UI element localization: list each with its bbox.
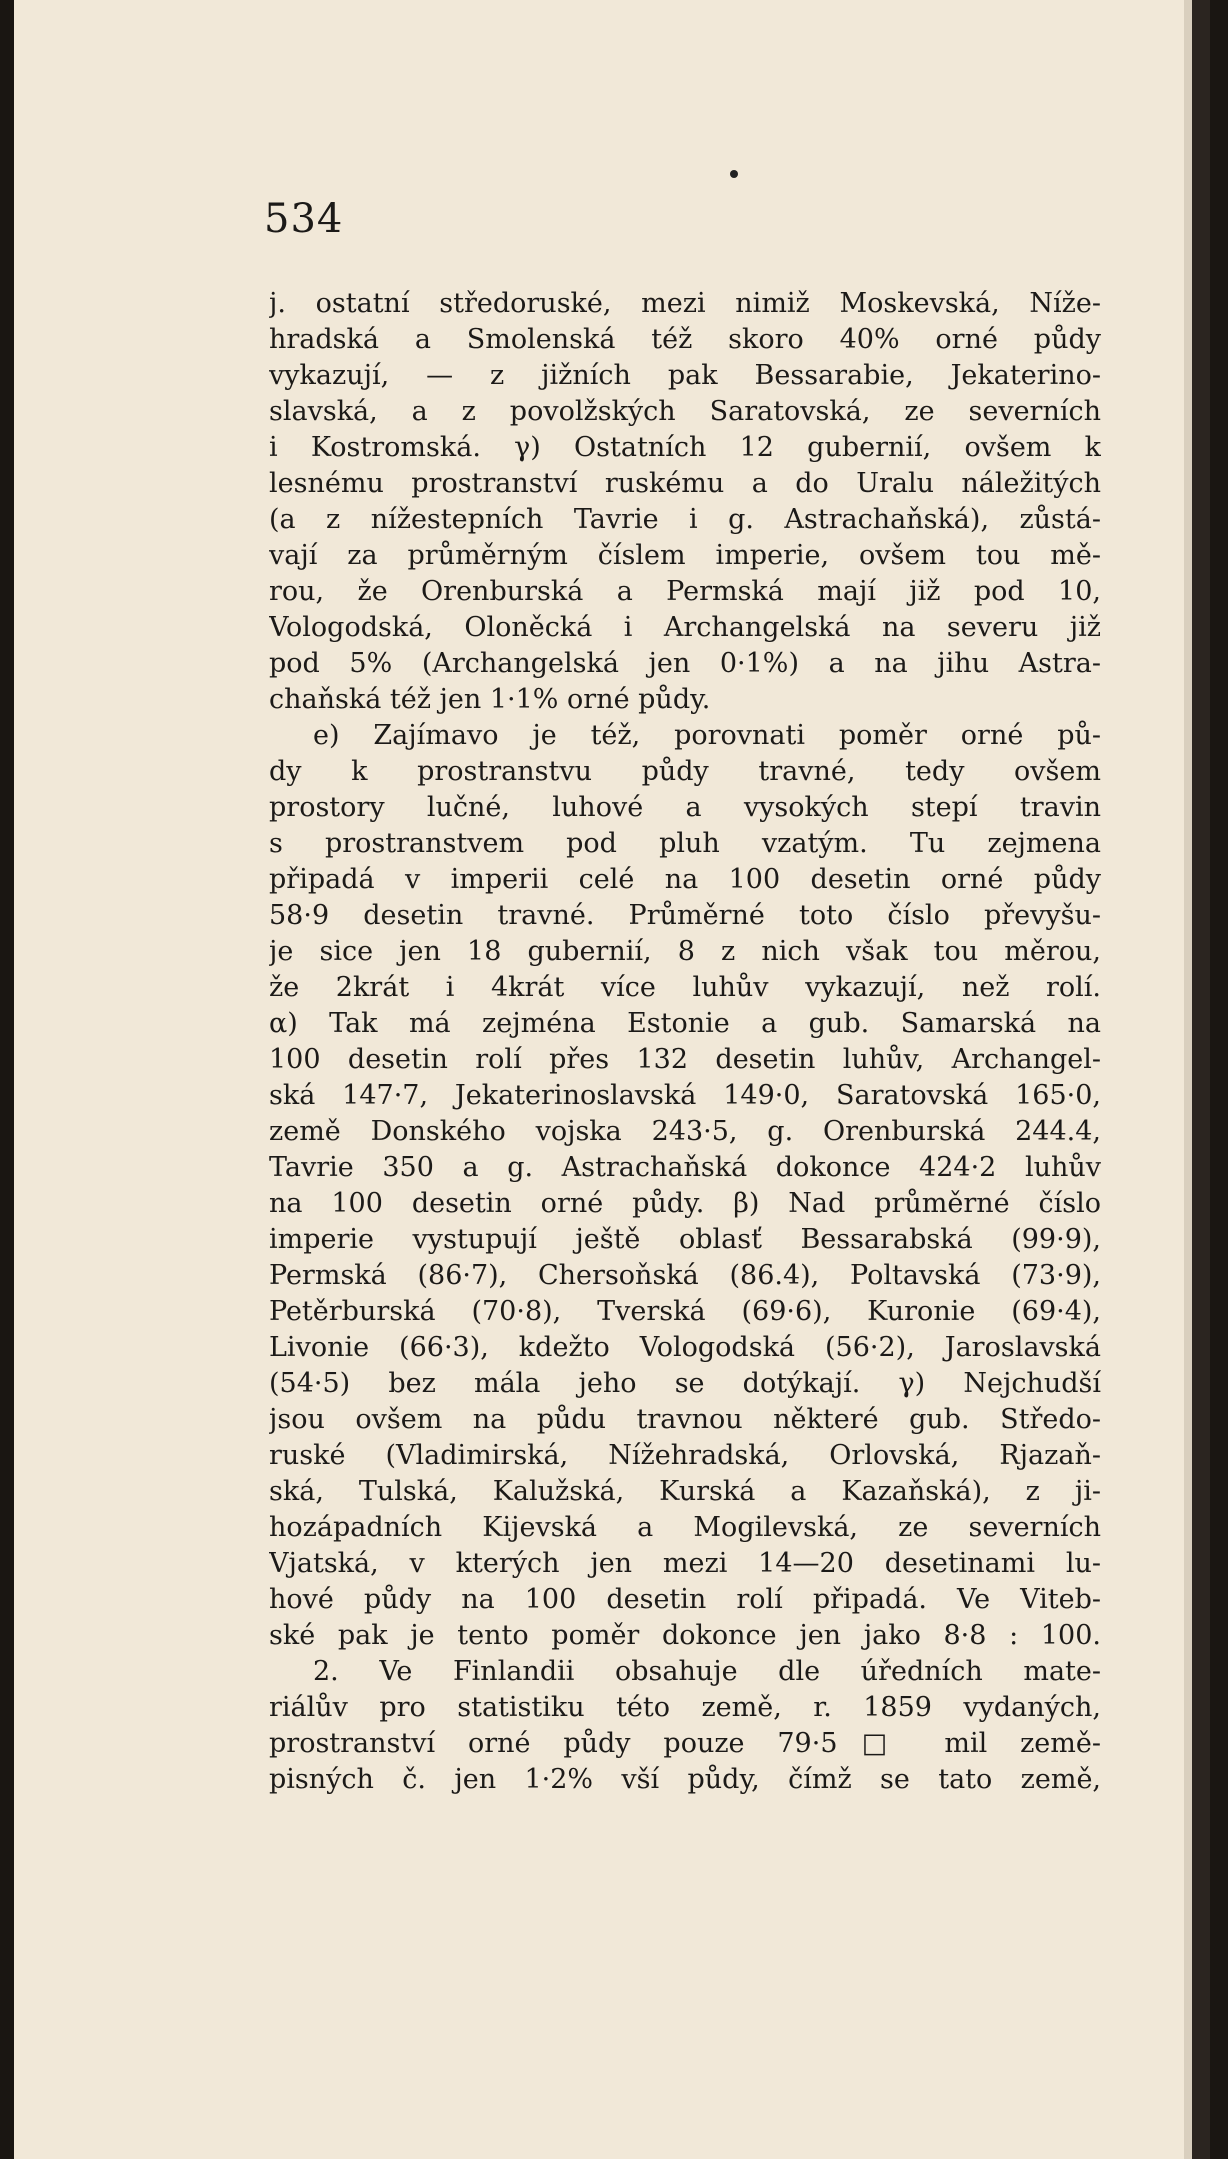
page-marker-dot xyxy=(730,170,738,178)
text-line: 2. Ve Finlandii obsahuje dle úředních mate- xyxy=(313,1656,1101,1687)
text-line: že 2krát i 4krát více luhův vykazují, než rolí. xyxy=(269,972,1101,1003)
text-line: vají za průměrným číslem imperie, ovšem tou mě- xyxy=(269,540,1101,571)
text-line: jsou ovšem na půdu travnou některé gub. Středo- xyxy=(269,1404,1101,1435)
text-line: ská, Tulská, Kalužská, Kurská a Kazaňská), z ji- xyxy=(269,1476,1101,1507)
text-line: země Donského vojska 243·5, g. Orenburská 244.4, xyxy=(269,1116,1101,1147)
text-line: riálův pro statistiku této země, r. 1859 vydaných, xyxy=(269,1692,1101,1723)
body-text xyxy=(269,286,1101,1798)
text-line: připadá v imperii celé na 100 desetin orné půdy xyxy=(269,864,1101,895)
text-line: slavská, a z povolžských Saratovská, ze severních xyxy=(269,396,1101,427)
text-line: je sice jen 18 gubernií, 8 z nich však tou měrou, xyxy=(269,936,1101,967)
text-line: prostory lučné, luhové a vysokých stepí travin xyxy=(269,792,1101,823)
text-line: lesnému prostranství ruskému a do Uralu náležitých xyxy=(269,468,1101,499)
text-line: Petěrburská (70·8), Tverská (69·6), Kuronie (69·4), xyxy=(269,1296,1101,1327)
text-line: pod 5% (Archangelská jen 0·1%) a na jihu Astra- xyxy=(269,648,1101,679)
text-line: chaňská též jen 1·1% orné půdy. xyxy=(269,684,711,715)
text-line: 100 desetin rolí přes 132 desetin luhův, Archangel- xyxy=(269,1044,1101,1075)
text-line: pisných č. jen 1·2% vší půdy, čímž se tato země, xyxy=(269,1764,1101,1795)
text-line: vykazují, — z jižních pak Bessarabie, Jekaterino- xyxy=(269,360,1101,391)
text-line: hradská a Smolenská též skoro 40% orné půdy xyxy=(269,324,1101,355)
page-edge-stripe xyxy=(1184,0,1192,2159)
text-line: (54·5) bez mála jeho se dotýkají. γ) Nejchudší xyxy=(269,1368,1101,1399)
text-line: dy k prostranstvu půdy travné, tedy ovšem xyxy=(269,756,1101,787)
text-line: ská 147·7, Jekaterinoslavská 149·0, Saratovská 165·0, xyxy=(269,1080,1101,1111)
text-line: α) Tak má zejména Estonie a gub. Samarská na xyxy=(269,1008,1101,1039)
text-line: na 100 desetin orné půdy. β) Nad průměrné číslo xyxy=(269,1188,1101,1219)
text-line: s prostranstvem pod pluh vzatým. Tu zejmena xyxy=(269,828,1101,859)
text-line: i Kostromská. γ) Ostatních 12 gubernií, ovšem k xyxy=(269,432,1101,463)
text-line: Vjatská, v kterých jen mezi 14—20 desetinami lu- xyxy=(269,1548,1101,1579)
text-line: imperie vystupují ještě oblasť Bessarabská (99·9), xyxy=(269,1224,1101,1255)
text-line: hozápadních Kijevská a Mogilevská, ze severních xyxy=(269,1512,1101,1543)
book-spine-shadow xyxy=(1192,0,1210,2159)
book-page xyxy=(14,0,1210,2159)
text-line: ské pak je tento poměr dokonce jen jako 8·8 : 100. xyxy=(269,1620,1101,1651)
text-line: ruské (Vladimirská, Nížehradská, Orlovská, Rjazaň- xyxy=(269,1440,1101,1471)
text-line: (a z nížestepních Tavrie i g. Astrachaňská), zůstá- xyxy=(269,504,1101,535)
text-line: Vologodská, Oloněcká i Archangelská na severu již xyxy=(269,612,1101,643)
text-line: e) Zajímavo je též, porovnati poměr orné pů- xyxy=(313,720,1101,751)
text-line: prostranství orné půdy pouze 79·5□ mil země- xyxy=(269,1728,1101,1759)
text-line: Tavrie 350 a g. Astrachaňská dokonce 424·2 luhův xyxy=(269,1152,1101,1183)
page-number: 534 xyxy=(264,196,344,242)
text-line: 58·9 desetin travné. Průměrné toto číslo převyšu- xyxy=(269,900,1101,931)
text-line: hové půdy na 100 desetin rolí připadá. Ve Viteb- xyxy=(269,1584,1101,1615)
text-line: Livonie (66·3), kdežto Vologodská (56·2), Jaroslavská xyxy=(269,1332,1101,1363)
text-line: j. ostatní středoruské, mezi nimiž Moskevská, Níže- xyxy=(269,288,1101,319)
text-line: Permská (86·7), Chersoňská (86.4), Poltavská (73·9), xyxy=(269,1260,1101,1291)
text-line: rou, že Orenburská a Permská mají již pod 10, xyxy=(269,576,1101,607)
